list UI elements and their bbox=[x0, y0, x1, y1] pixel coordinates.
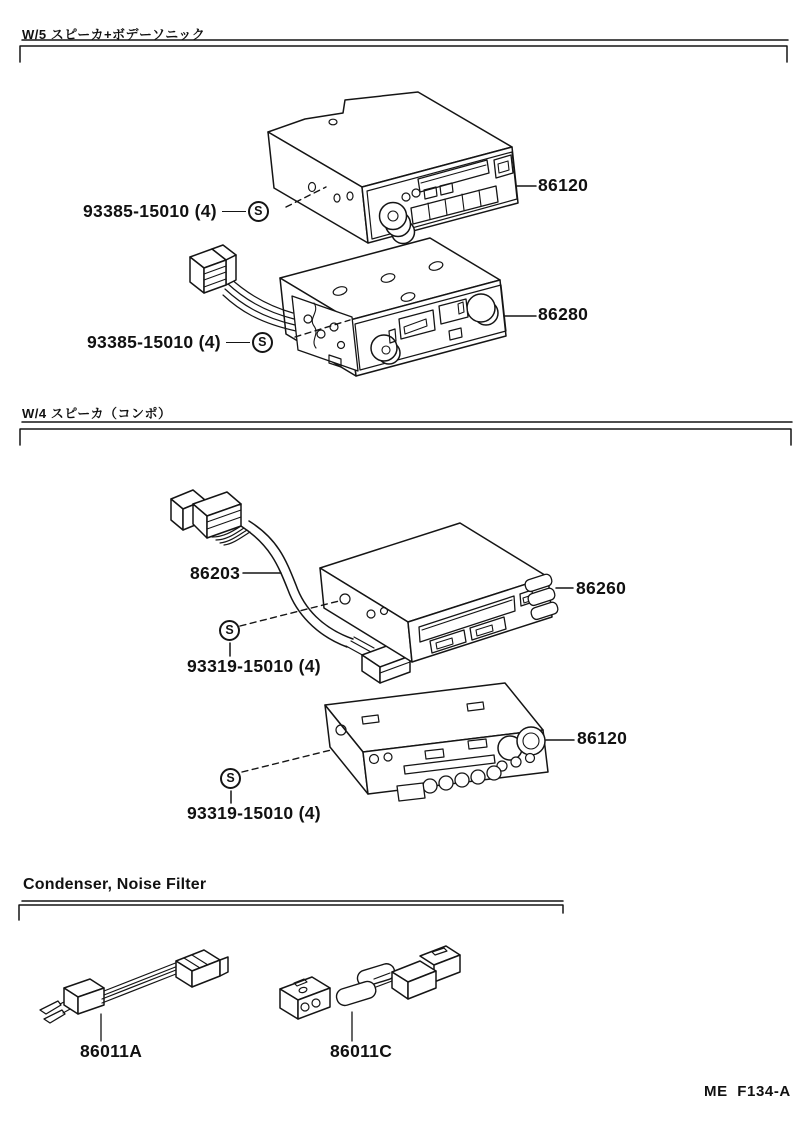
part-label-86011c bbox=[330, 1042, 392, 1060]
noise-filter-86011c-drawing bbox=[280, 946, 460, 1041]
part-number-text: 93319-15010 (4) bbox=[187, 803, 321, 823]
screw-symbol: S bbox=[219, 620, 240, 641]
part-number-text: 86260 bbox=[576, 578, 627, 598]
radio-86280-drawing bbox=[190, 238, 506, 376]
radio-86260-drawing bbox=[320, 523, 559, 662]
part-number-text: 93319-15010 (4) bbox=[187, 656, 321, 676]
drawing-code: ME F134-A bbox=[704, 1083, 791, 1100]
part-label-screw-93319-a bbox=[187, 657, 321, 675]
part-number-text: 86203 bbox=[190, 563, 241, 583]
part-number-text: 86120 bbox=[538, 175, 589, 195]
section-title-w5-speaker-bodysonic: W/5 スピーカ+ボデーソニック bbox=[22, 27, 206, 42]
part-number-text: 86280 bbox=[538, 304, 589, 324]
part-label-86011a bbox=[80, 1042, 142, 1060]
radio-86120-top-drawing bbox=[268, 92, 518, 244]
part-label-86260 bbox=[576, 579, 626, 597]
section-title-condenser-noise-filter: Condenser, Noise Filter bbox=[23, 876, 207, 893]
part-number-text: 93385-15010 (4) bbox=[83, 201, 217, 222]
label-dash bbox=[226, 342, 250, 343]
part-label-screw-93319-b bbox=[187, 804, 321, 822]
part-label-screw-93385-a bbox=[83, 201, 269, 222]
part-label-86203 bbox=[190, 564, 240, 582]
part-label-86120-bottom bbox=[577, 729, 627, 747]
screw-symbol: S bbox=[252, 332, 273, 353]
part-label-86120-top bbox=[538, 176, 588, 194]
part-number-text: 93385-15010 (4) bbox=[87, 332, 221, 353]
section-title-w4-speaker-compo: W/4 スピーカ（コンポ） bbox=[22, 406, 172, 421]
condenser-86011a-drawing bbox=[40, 950, 228, 1041]
label-dash bbox=[222, 211, 246, 212]
part-label-86280 bbox=[538, 305, 588, 323]
part-label-screw-93385-b bbox=[87, 332, 273, 353]
radio-86120-bottom-drawing bbox=[325, 683, 548, 801]
screw-symbol: S bbox=[248, 201, 269, 222]
part-number-text: 86011A bbox=[80, 1041, 143, 1061]
screw-symbol: S bbox=[220, 768, 241, 789]
part-number-text: 86011C bbox=[330, 1041, 393, 1061]
part-number-text: 86120 bbox=[577, 728, 628, 748]
